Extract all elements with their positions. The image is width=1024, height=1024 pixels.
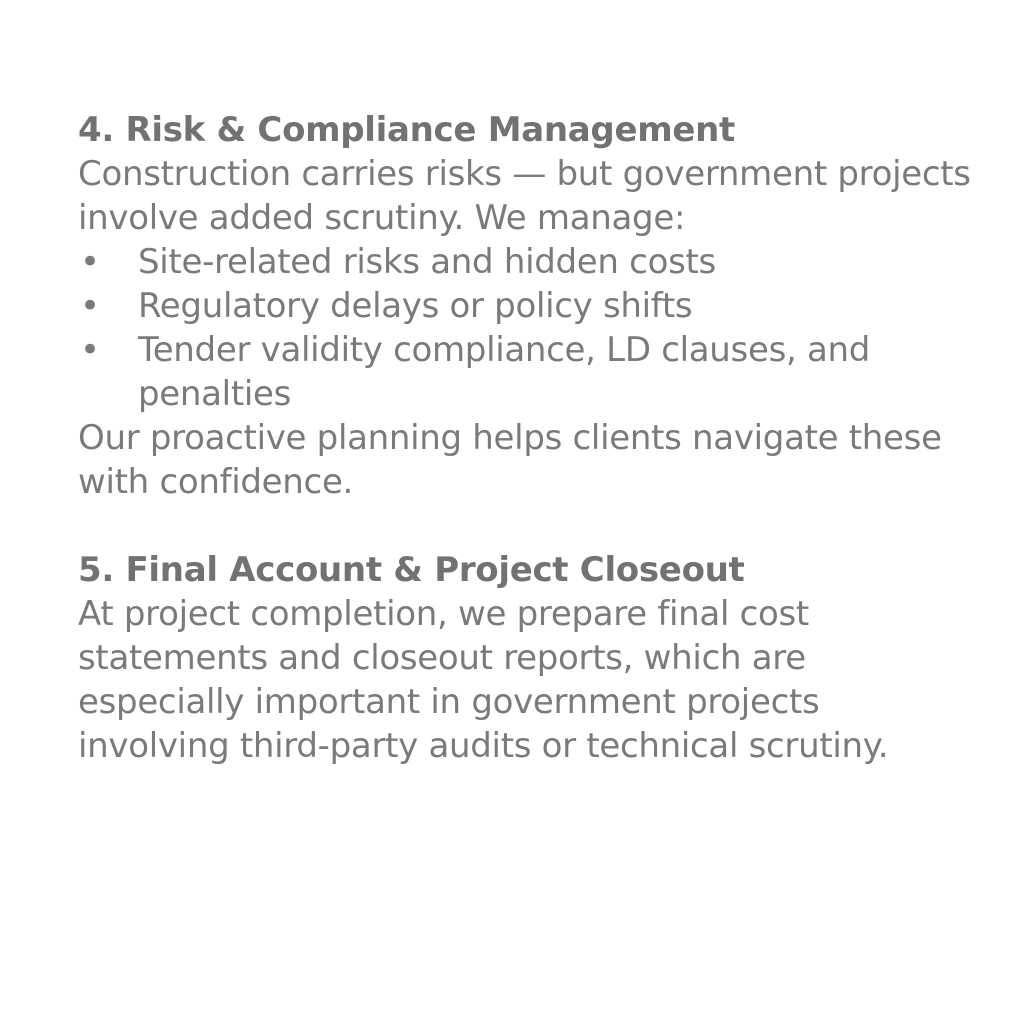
document-page (78, 108, 978, 768)
section-heading: 5. Final Account & Project Closeout (78, 550, 745, 590)
section-body: At project completion, we prepare final cost statements and closeout reports, which are especially important in government projects involving third-party audits or technical scrutiny. (78, 594, 889, 766)
section-risk-compliance (78, 108, 978, 504)
bullet-glyph: • (80, 286, 100, 326)
section-heading: 4. Risk & Compliance Management (78, 110, 735, 150)
list-item (78, 240, 978, 284)
list-item-text: Tender validity compliance, LD clauses, and penalties (138, 330, 871, 414)
list-item (78, 284, 978, 328)
section-final-account (78, 548, 978, 768)
bullet-glyph: • (80, 242, 100, 282)
bullet-list (78, 240, 978, 416)
list-item-text: Site-related risks and hidden costs (138, 242, 716, 282)
section-intro: Construction carries risks — but government projects involve added scrutiny. We manage: (78, 154, 971, 238)
bullet-glyph: • (80, 330, 100, 370)
list-item (78, 328, 978, 416)
list-item-text: Regulatory delays or policy shifts (138, 286, 693, 326)
section-outro: Our proactive planning helps clients navigate these with confidence. (78, 418, 942, 502)
